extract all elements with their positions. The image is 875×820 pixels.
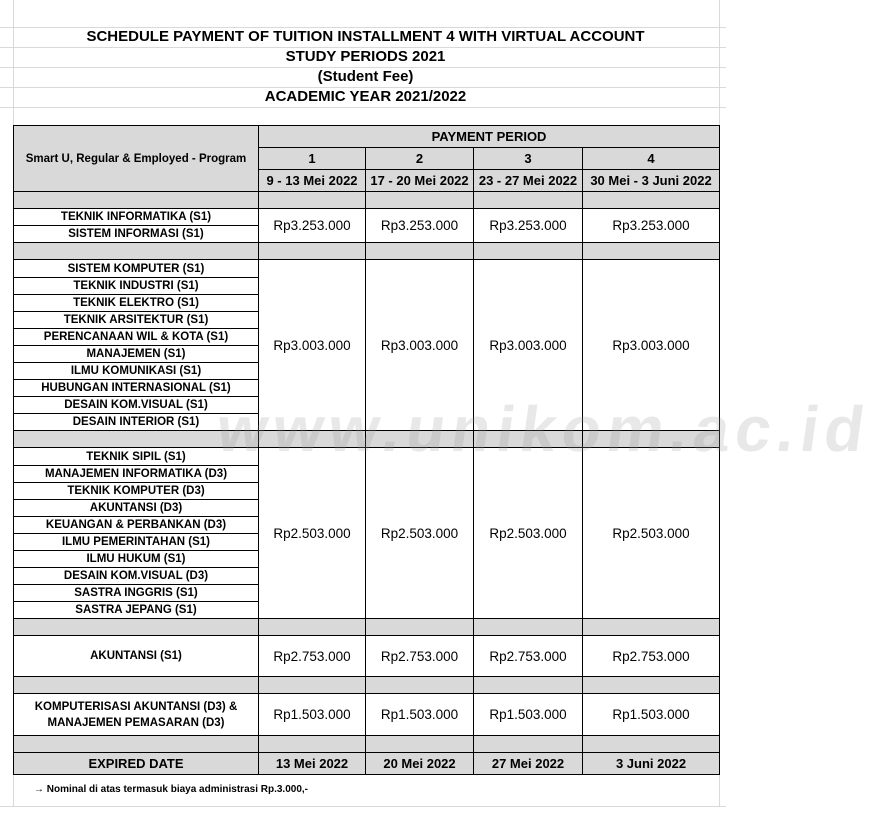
amount-cell: Rp2.753.000 bbox=[474, 636, 583, 677]
amount-cell: Rp1.503.000 bbox=[583, 694, 720, 736]
amount-cell: Rp2.753.000 bbox=[366, 636, 474, 677]
program-name: PERENCANAAN WIL & KOTA (S1) bbox=[14, 329, 258, 346]
amount-cell: Rp2.753.000 bbox=[259, 636, 366, 677]
amount-cell: Rp3.003.000 bbox=[366, 260, 474, 431]
program-name: TEKNIK SIPIL (S1) bbox=[14, 449, 258, 466]
program-name: SASTRA INGGRIS (S1) bbox=[14, 585, 258, 602]
amount-cell: Rp3.003.000 bbox=[583, 260, 720, 431]
amount-cell: Rp1.503.000 bbox=[366, 694, 474, 736]
amount-cell: Rp3.253.000 bbox=[366, 209, 474, 243]
spacer-row bbox=[14, 736, 720, 753]
program-name: TEKNIK ELEKTRO (S1) bbox=[14, 295, 258, 312]
program-name: HUBUNGAN INTERNASIONAL (S1) bbox=[14, 380, 258, 397]
watermark: www.unikom.ac.id bbox=[212, 393, 875, 465]
program-header: Smart U, Regular & Employed - Program bbox=[14, 126, 259, 192]
period-dates-2: 17 - 20 Mei 2022 bbox=[366, 170, 474, 192]
program-name: MANAJEMEN INFORMATIKA (D3) bbox=[14, 466, 258, 483]
footnote: → Nominal di atas termasuk biaya administrasi Rp.3.000,- bbox=[34, 784, 308, 795]
title-line-1: SCHEDULE PAYMENT OF TUITION INSTALLMENT 4 WITH VIRTUAL ACCOUNT bbox=[86, 28, 645, 45]
amount-cell: Rp2.753.000 bbox=[583, 636, 720, 677]
expired-date: 27 Mei 2022 bbox=[474, 753, 583, 775]
payment-period-header: PAYMENT PERIOD bbox=[259, 126, 720, 148]
title-line-4: ACADEMIC YEAR 2021/2022 bbox=[264, 88, 467, 105]
expired-date: 20 Mei 2022 bbox=[366, 753, 474, 775]
spacer-row bbox=[14, 619, 720, 636]
expired-date: 3 Juni 2022 bbox=[583, 753, 720, 775]
period-number-4: 4 bbox=[583, 148, 720, 170]
spacer-row bbox=[14, 243, 720, 260]
spacer-row bbox=[14, 677, 720, 694]
amount-cell: Rp3.253.000 bbox=[259, 209, 366, 243]
program-name: DESAIN KOM.VISUAL (S1) bbox=[14, 397, 258, 414]
period-dates-1: 9 - 13 Mei 2022 bbox=[259, 170, 366, 192]
period-number-2: 2 bbox=[366, 148, 474, 170]
program-name: AKUNTANSI (D3) bbox=[14, 500, 258, 517]
program-name: DESAIN INTERIOR (S1) bbox=[72, 415, 200, 428]
program-name: MANAJEMEN (S1) bbox=[14, 346, 258, 363]
table-row bbox=[14, 448, 720, 619]
title-line-2: STUDY PERIODS 2021 bbox=[285, 48, 446, 65]
program-name: TEKNIK INDUSTRI (S1) bbox=[14, 278, 258, 295]
program-list bbox=[14, 209, 259, 243]
expired-label: EXPIRED DATE bbox=[14, 753, 259, 775]
program-name: ILMU PEMERINTAHAN (S1) bbox=[14, 534, 258, 551]
period-number-1: 1 bbox=[259, 148, 366, 170]
table-row bbox=[14, 636, 720, 677]
program-name: SASTRA JEPANG (S1) bbox=[75, 603, 197, 616]
amount-cell: Rp1.503.000 bbox=[259, 694, 366, 736]
program-list bbox=[14, 448, 259, 619]
amount-cell: Rp2.503.000 bbox=[583, 448, 720, 619]
period-dates-3: 23 - 27 Mei 2022 bbox=[474, 170, 583, 192]
program-name: TEKNIK ARSITEKTUR (S1) bbox=[14, 312, 258, 329]
program-name: SISTEM KOMPUTER (S1) bbox=[14, 261, 258, 278]
amount-cell: Rp2.503.000 bbox=[474, 448, 583, 619]
program-name: ILMU HUKUM (S1) bbox=[14, 551, 258, 568]
expired-date: 13 Mei 2022 bbox=[259, 753, 366, 775]
amount-cell: Rp3.253.000 bbox=[474, 209, 583, 243]
program-name: KOMPUTERISASI AKUNTANSI (D3) & MANAJEMEN PEMASARAN (D3) bbox=[14, 694, 259, 736]
program-name: ILMU KOMUNIKASI (S1) bbox=[14, 363, 258, 380]
title-line-3: (Student Fee) bbox=[317, 68, 414, 85]
period-dates-4: 30 Mei - 3 Juni 2022 bbox=[583, 170, 720, 192]
amount-cell: Rp3.003.000 bbox=[259, 260, 366, 431]
amount-cell: Rp2.503.000 bbox=[366, 448, 474, 619]
program-name: DESAIN KOM.VISUAL (D3) bbox=[14, 568, 258, 585]
period-number-3: 3 bbox=[474, 148, 583, 170]
program-name: TEKNIK INFORMATIKA (S1) bbox=[14, 209, 258, 226]
expired-row bbox=[14, 753, 720, 775]
spacer-row bbox=[14, 192, 720, 209]
amount-cell: Rp3.003.000 bbox=[474, 260, 583, 431]
program-name: AKUNTANSI (S1) bbox=[14, 636, 259, 677]
program-name: KEUANGAN & PERBANKAN (D3) bbox=[14, 517, 258, 534]
program-name: SISTEM INFORMASI (S1) bbox=[68, 228, 204, 240]
program-name: TEKNIK KOMPUTER (D3) bbox=[14, 483, 258, 500]
amount-cell: Rp2.503.000 bbox=[259, 448, 366, 619]
amount-cell: Rp3.253.000 bbox=[583, 209, 720, 243]
table-row bbox=[14, 694, 720, 736]
amount-cell: Rp1.503.000 bbox=[474, 694, 583, 736]
table-row bbox=[14, 209, 720, 243]
